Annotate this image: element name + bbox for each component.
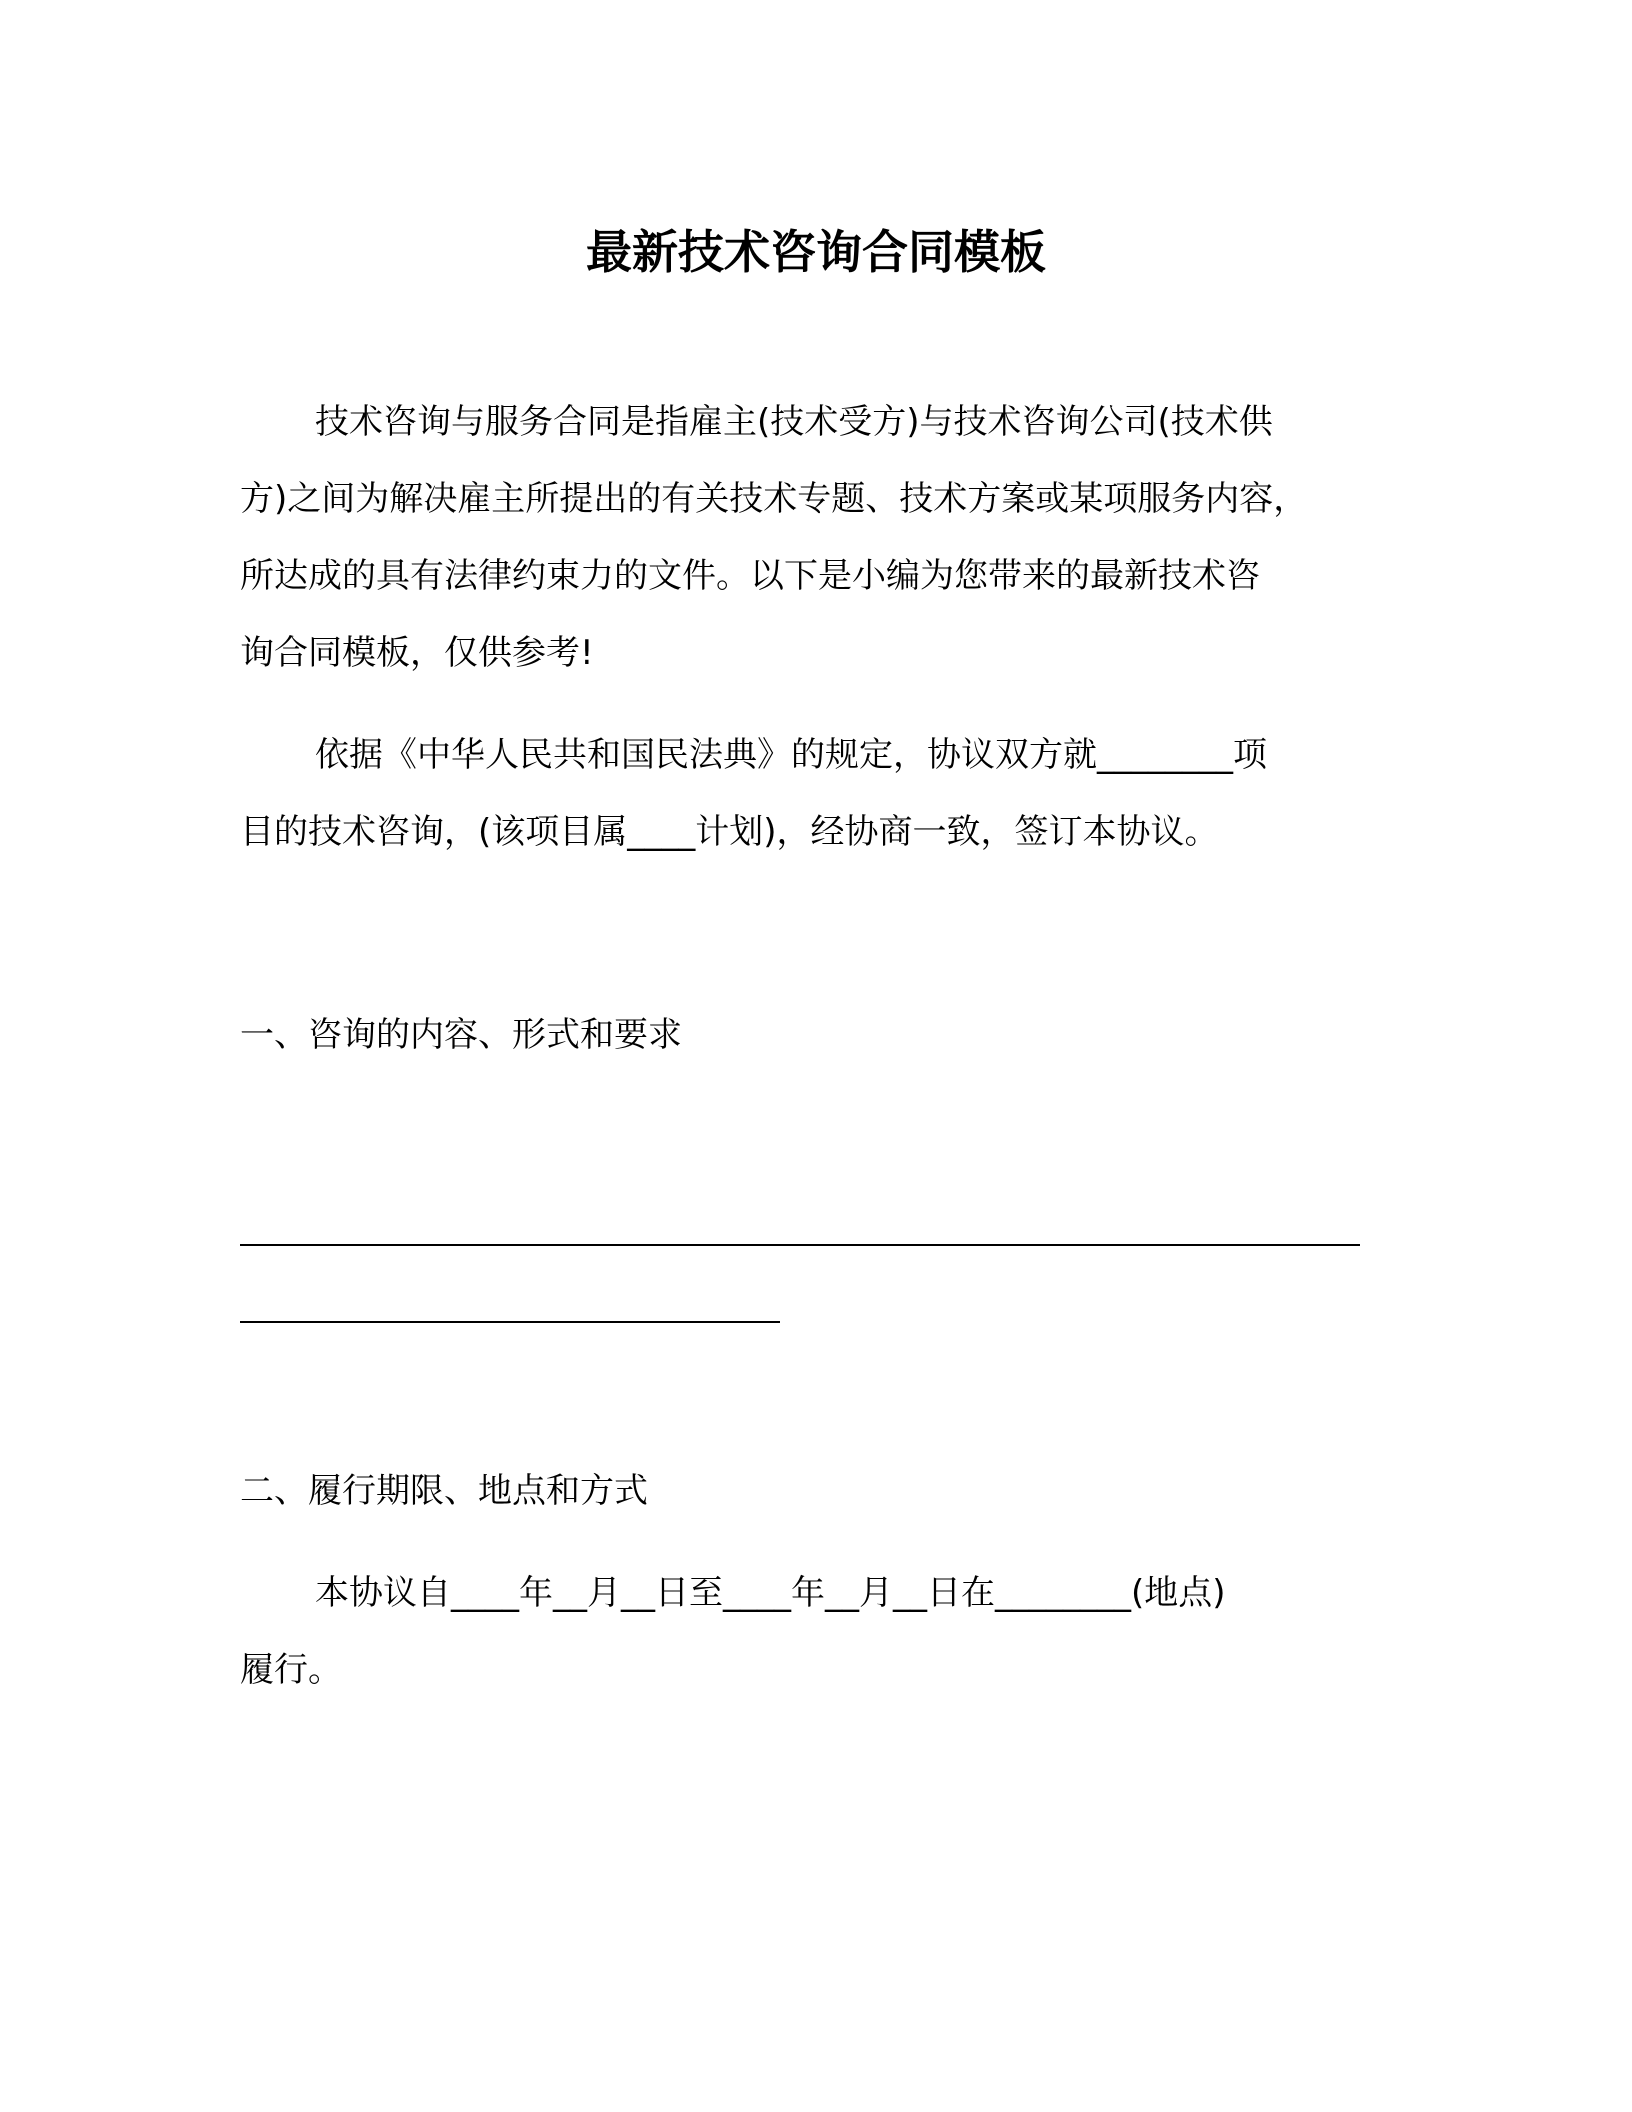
section-2-text-line: 履行。 <box>240 1650 342 1690</box>
section-1-heading: 一、咨询的内容、形式和要求 <box>240 1015 682 1055</box>
intro-line: 技术咨询与服务合同是指雇主(技术受方)与技术咨询公司(技术供 <box>315 402 1273 442</box>
intro-line: 方)之间为解决雇主所提出的有关技术专题、技术方案或某项服务内容， <box>240 479 1308 519</box>
section-2-text-line: 本协议自____年__月__日至____年__月__日在________(地点) <box>315 1573 1226 1613</box>
intro-line: 询合同模板，仅供参考! <box>240 633 594 673</box>
basis-line: 目的技术咨询，(该项目属____计划)，经协商一致，签订本协议。 <box>240 812 1219 852</box>
section-2-heading: 二、履行期限、地点和方式 <box>240 1471 648 1511</box>
basis-line: 依据《中华人民共和国民法典》的规定，协议双方就________项 <box>315 735 1267 775</box>
fill-in-blank-line <box>240 1321 780 1323</box>
intro-line: 所达成的具有法律约束力的文件。以下是小编为您带来的最新技术咨 <box>240 556 1260 596</box>
document-title: 最新技术咨询合同模板 <box>586 225 1046 279</box>
fill-in-blank-line <box>240 1244 1360 1246</box>
